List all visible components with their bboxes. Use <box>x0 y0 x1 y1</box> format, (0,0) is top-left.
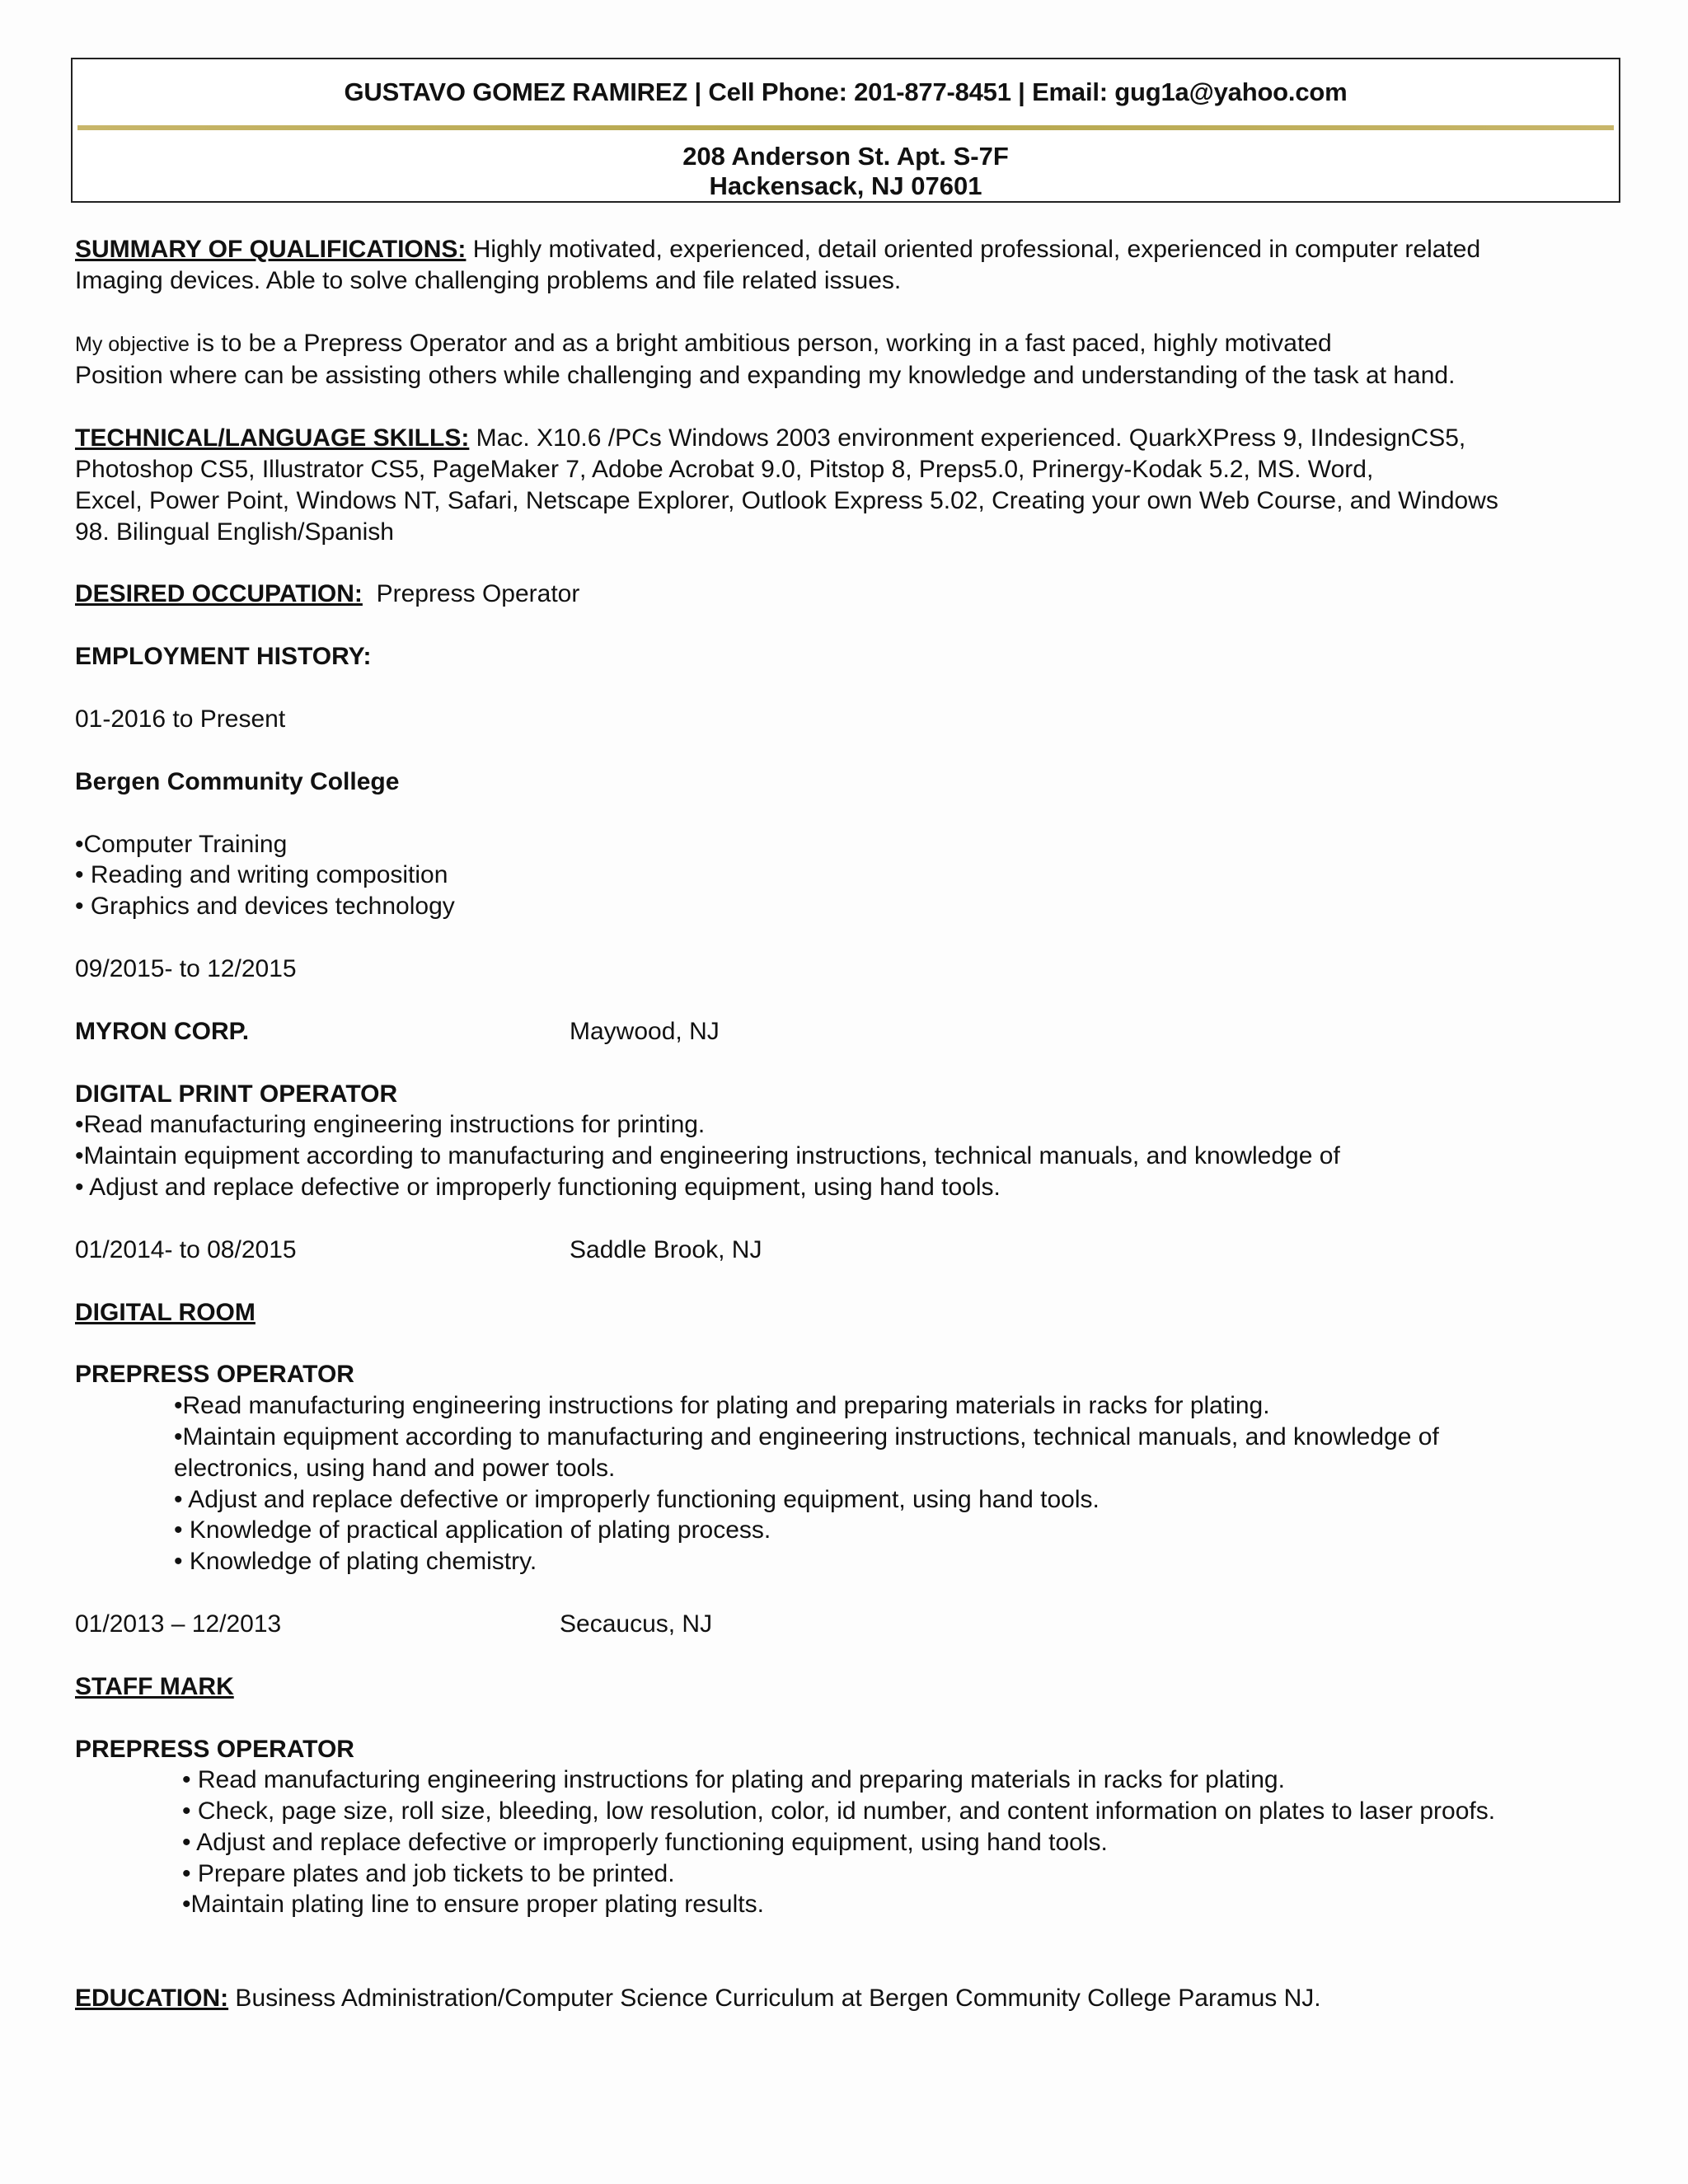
list-item: • Graphics and devices technology <box>75 893 455 921</box>
address-city: Hackensack, NJ 07601 <box>709 171 982 200</box>
list-item: • Read manufacturing engineering instructions for plating and preparing materials in racks for plating. <box>182 1766 1285 1794</box>
list-item: • Prepare plates and job tickets to be printed. <box>182 1859 675 1887</box>
education-text: Business Administration/Computer Science Curriculum at Bergen Community College Paramus NJ. <box>228 1985 1321 2013</box>
list-item: • Reading and writing composition <box>75 861 448 889</box>
summary-section <box>75 234 1616 297</box>
job4-dates-row <box>75 1609 1616 1640</box>
list-item: •Maintain equipment according to manufacturing and engineering instructions, technical manuals, and knowledge of <box>75 1142 1340 1170</box>
objective-text-1: is to be a Prepress Operator and as a bright ambitious person, working in a fast paced, highly motivated <box>189 329 1332 357</box>
address-street: 208 Anderson St. Apt. S-7F <box>682 142 1009 171</box>
skills-line-4: 98. Bilingual English/Spanish <box>75 518 394 546</box>
resume-body <box>75 234 1616 2014</box>
summary-text-2: Imaging devices. Able to solve challenging problems and file related issues. <box>75 266 902 294</box>
objective-text-2: Position where can be assisting others while challenging and expanding my knowledge and understanding of the task at hand. <box>75 362 1456 390</box>
job3-title: PREPRESS OPERATOR <box>75 1361 354 1389</box>
job3-location: Saddle Brook, NJ <box>570 1235 762 1263</box>
list-item: • Adjust and replace defective or improperly functioning equipment, using hand tools. <box>174 1485 1100 1513</box>
list-item: •Maintain equipment according to manufacturing and engineering instructions, technical manuals, and knowledge of <box>174 1422 1439 1451</box>
job4-dates: 01/2013 – 12/2013 <box>75 1610 282 1638</box>
skills-line-1: Mac. X10.6 /PCs Windows 2003 environment experienced. QuarkXPress 9, IIndesignCS5, <box>469 424 1466 452</box>
job3-dates-row <box>75 1235 1616 1266</box>
employment-heading: EMPLOYMENT HISTORY: <box>75 643 372 671</box>
job4-bullets <box>75 1765 1616 1920</box>
job1-dates: 01-2016 to Present <box>75 705 286 733</box>
list-item: • Adjust and replace defective or improperly functioning equipment, using hand tools. <box>182 1828 1108 1856</box>
education-heading: EDUCATION: <box>75 1985 229 2013</box>
job4-title: PREPRESS OPERATOR <box>75 1735 354 1763</box>
job2-location: Maywood, NJ <box>570 1017 720 1045</box>
summary-text-1: Highly motivated, experienced, detail oriented professional, experienced in computer related <box>466 236 1481 263</box>
list-item: • Check, page size, roll size, bleeding, low resolution, color, id number, and content information on plates to laser proofs. <box>182 1797 1496 1825</box>
skills-heading: TECHNICAL/LANGUAGE SKILLS: <box>75 424 470 452</box>
list-item: •Maintain plating line to ensure proper plating results. <box>182 1891 764 1919</box>
list-item: •Computer Training <box>75 830 288 858</box>
objective-lead: My objective <box>75 332 190 356</box>
list-item: •Read manufacturing engineering instructions for printing. <box>75 1111 706 1139</box>
list-item: electronics, using hand and power tools. <box>174 1454 616 1482</box>
job2-dates: 09/2015- to 12/2015 <box>75 954 297 982</box>
job4-employer: STAFF MARK <box>75 1672 234 1700</box>
list-item: • Knowledge of plating chemistry. <box>174 1548 537 1576</box>
skills-section <box>75 423 1616 547</box>
contact-header <box>71 58 1620 203</box>
job2-title: DIGITAL PRINT OPERATOR <box>75 1080 398 1108</box>
skills-line-2: Photoshop CS5, Illustrator CS5, PageMaker 7, Adobe Acrobat 9.0, Pitstop 8, Preps5.0, Prinergy-Kodak 5.2, MS. Word, <box>75 455 1374 483</box>
header-divider <box>77 125 1614 130</box>
job2-employer: MYRON CORP. <box>75 1017 250 1045</box>
desired-section <box>75 579 1616 610</box>
job2-bullets <box>75 1109 1616 1202</box>
address-block <box>73 142 1619 201</box>
job3-bullets <box>75 1390 1616 1577</box>
job2-employer-row <box>75 1016 1616 1047</box>
desired-heading: DESIRED OCCUPATION: <box>75 580 363 608</box>
desired-value: Prepress Operator <box>362 580 580 608</box>
job3-dates: 01/2014- to 08/2015 <box>75 1235 297 1263</box>
summary-heading: SUMMARY OF QUALIFICATIONS: <box>75 236 467 263</box>
job4-location: Secaucus, NJ <box>560 1610 713 1638</box>
objective-section <box>75 328 1616 392</box>
job3-employer: DIGITAL ROOM <box>75 1298 256 1326</box>
contact-line: GUSTAVO GOMEZ RAMIREZ | Cell Phone: 201-877-8451 | Email: gug1a@yahoo.com <box>344 77 1348 106</box>
job1-employer: Bergen Community College <box>75 767 400 795</box>
education-section <box>75 1983 1616 2014</box>
job1-bullets <box>75 829 1616 922</box>
list-item: •Read manufacturing engineering instructions for plating and preparing materials in racks for plating. <box>174 1392 1270 1420</box>
list-item: • Knowledge of practical application of plating process. <box>174 1516 771 1544</box>
list-item: • Adjust and replace defective or improperly functioning equipment, using hand tools. <box>75 1173 1001 1201</box>
skills-line-3: Excel, Power Point, Windows NT, Safari, Netscape Explorer, Outlook Express 5.02, Creating your own Web Course, and Windows <box>75 486 1498 514</box>
